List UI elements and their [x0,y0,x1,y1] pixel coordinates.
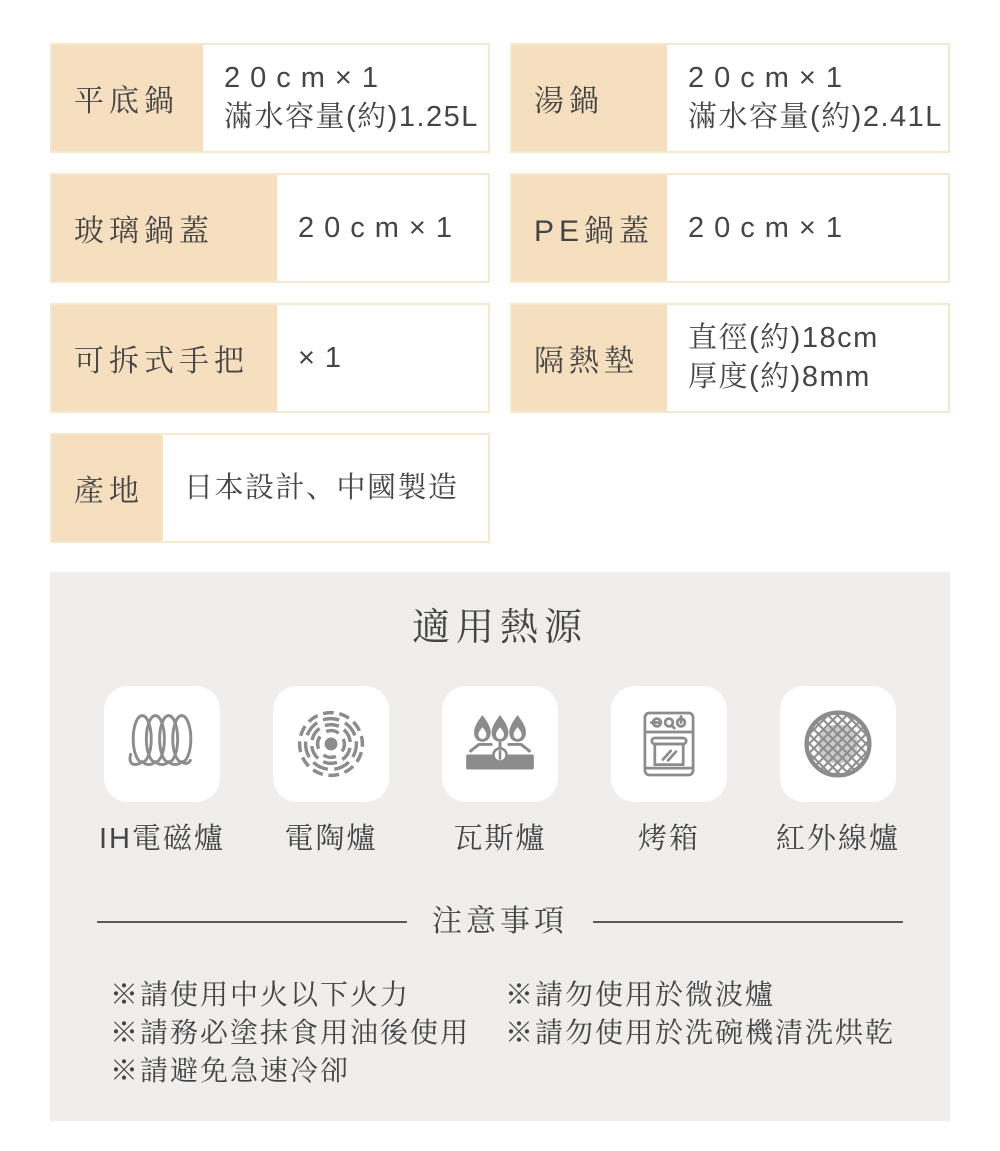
divider-line-right [593,921,903,923]
note-line: ※請務必塗抹食用油後使用 [110,1017,471,1048]
spec-value-glass-lid [277,175,462,281]
spec-row-3 [50,303,950,413]
induction-coil-icon [119,701,205,787]
heat-source-panel [50,572,950,1121]
spec-label-origin: 產地 [52,435,163,541]
spec-value-line: 厚度(約)8mm [688,361,871,393]
spec-label-pe-lid: PE鍋蓋 [512,175,667,281]
heat-source-radiant [273,686,389,856]
spec-value-line: ×1 [298,341,352,374]
heat-source-label: 紅外線爐 [776,823,901,855]
heat-source-card [273,686,389,802]
spec-value-line: 滿水容量(約)2.41L [688,101,943,133]
spec-value-handle [277,305,351,411]
heat-source-label: 電陶爐 [284,823,378,855]
spec-label-handle: 可拆式手把 [52,305,277,411]
spec-value-line: 日本設計、中國製造 [184,471,459,504]
notices-column-left [110,976,505,1090]
spec-label-frying-pan: 平底鍋 [52,45,203,151]
heat-source-label: 瓦斯爐 [453,823,547,855]
spec-row-4 [50,433,950,543]
spec-cell-handle [50,303,490,413]
heat-source-card [442,686,558,802]
oven-icon [626,701,712,787]
heat-source-induction [99,686,226,856]
spec-cell-trivet [510,303,950,413]
spec-value-line: 直徑(約)18cm [688,322,879,354]
spec-cell-soup-pot [510,43,950,153]
notices-title: 注意事項 [432,905,568,938]
divider-line-left [97,921,407,923]
infrared-burner-icon [795,701,881,787]
spec-value-line: 20cm×1 [688,211,852,244]
note-line: ※請避免急速冷卻 [110,1055,351,1086]
spec-value-trivet [667,305,879,411]
spec-row-2 [50,173,950,283]
spec-label-glass-lid: 玻璃鍋蓋 [52,175,277,281]
spec-value-frying-pan [203,45,479,151]
heat-source-infrared [776,686,901,856]
heat-source-gas [442,686,558,856]
spec-table [0,0,1000,543]
note-line: ※請使用中火以下火力 [110,979,411,1010]
radiant-cooker-icon [288,701,374,787]
spec-label-soup-pot: 湯鍋 [512,45,667,151]
heat-source-card [780,686,896,802]
heat-source-label: 烤箱 [637,823,700,855]
spec-cell-pe-lid [510,173,950,283]
heat-source-label: IH電磁爐 [99,823,226,855]
spec-value-origin [163,435,459,541]
notices-body [50,976,950,1090]
spec-cell-frying-pan [50,43,490,153]
spec-value-soup-pot [667,45,943,151]
heat-sources-title: 適用熱源 [411,607,588,649]
notices-column-right [505,976,895,1090]
heat-source-oven [611,686,727,856]
spec-cell-glass-lid [50,173,490,283]
spec-value-line: 20cm×1 [224,62,388,94]
gas-stove-icon [456,700,544,788]
spec-value-line: 20cm×1 [688,62,852,94]
heat-source-list [50,686,950,856]
heat-source-card [104,686,220,802]
note-line: ※請勿使用於洗碗機清洗烘乾 [505,1017,896,1048]
spec-value-pe-lid [667,175,852,281]
spec-value-line: 20cm×1 [298,211,462,244]
spec-value-line: 滿水容量(約)1.25L [224,101,479,133]
notices-header [50,902,950,942]
spec-label-trivet: 隔熱墊 [512,305,667,411]
note-line: ※請勿使用於微波爐 [505,979,776,1010]
spec-row-1 [50,43,950,153]
heat-source-card [611,686,727,802]
spec-cell-origin [50,433,490,543]
